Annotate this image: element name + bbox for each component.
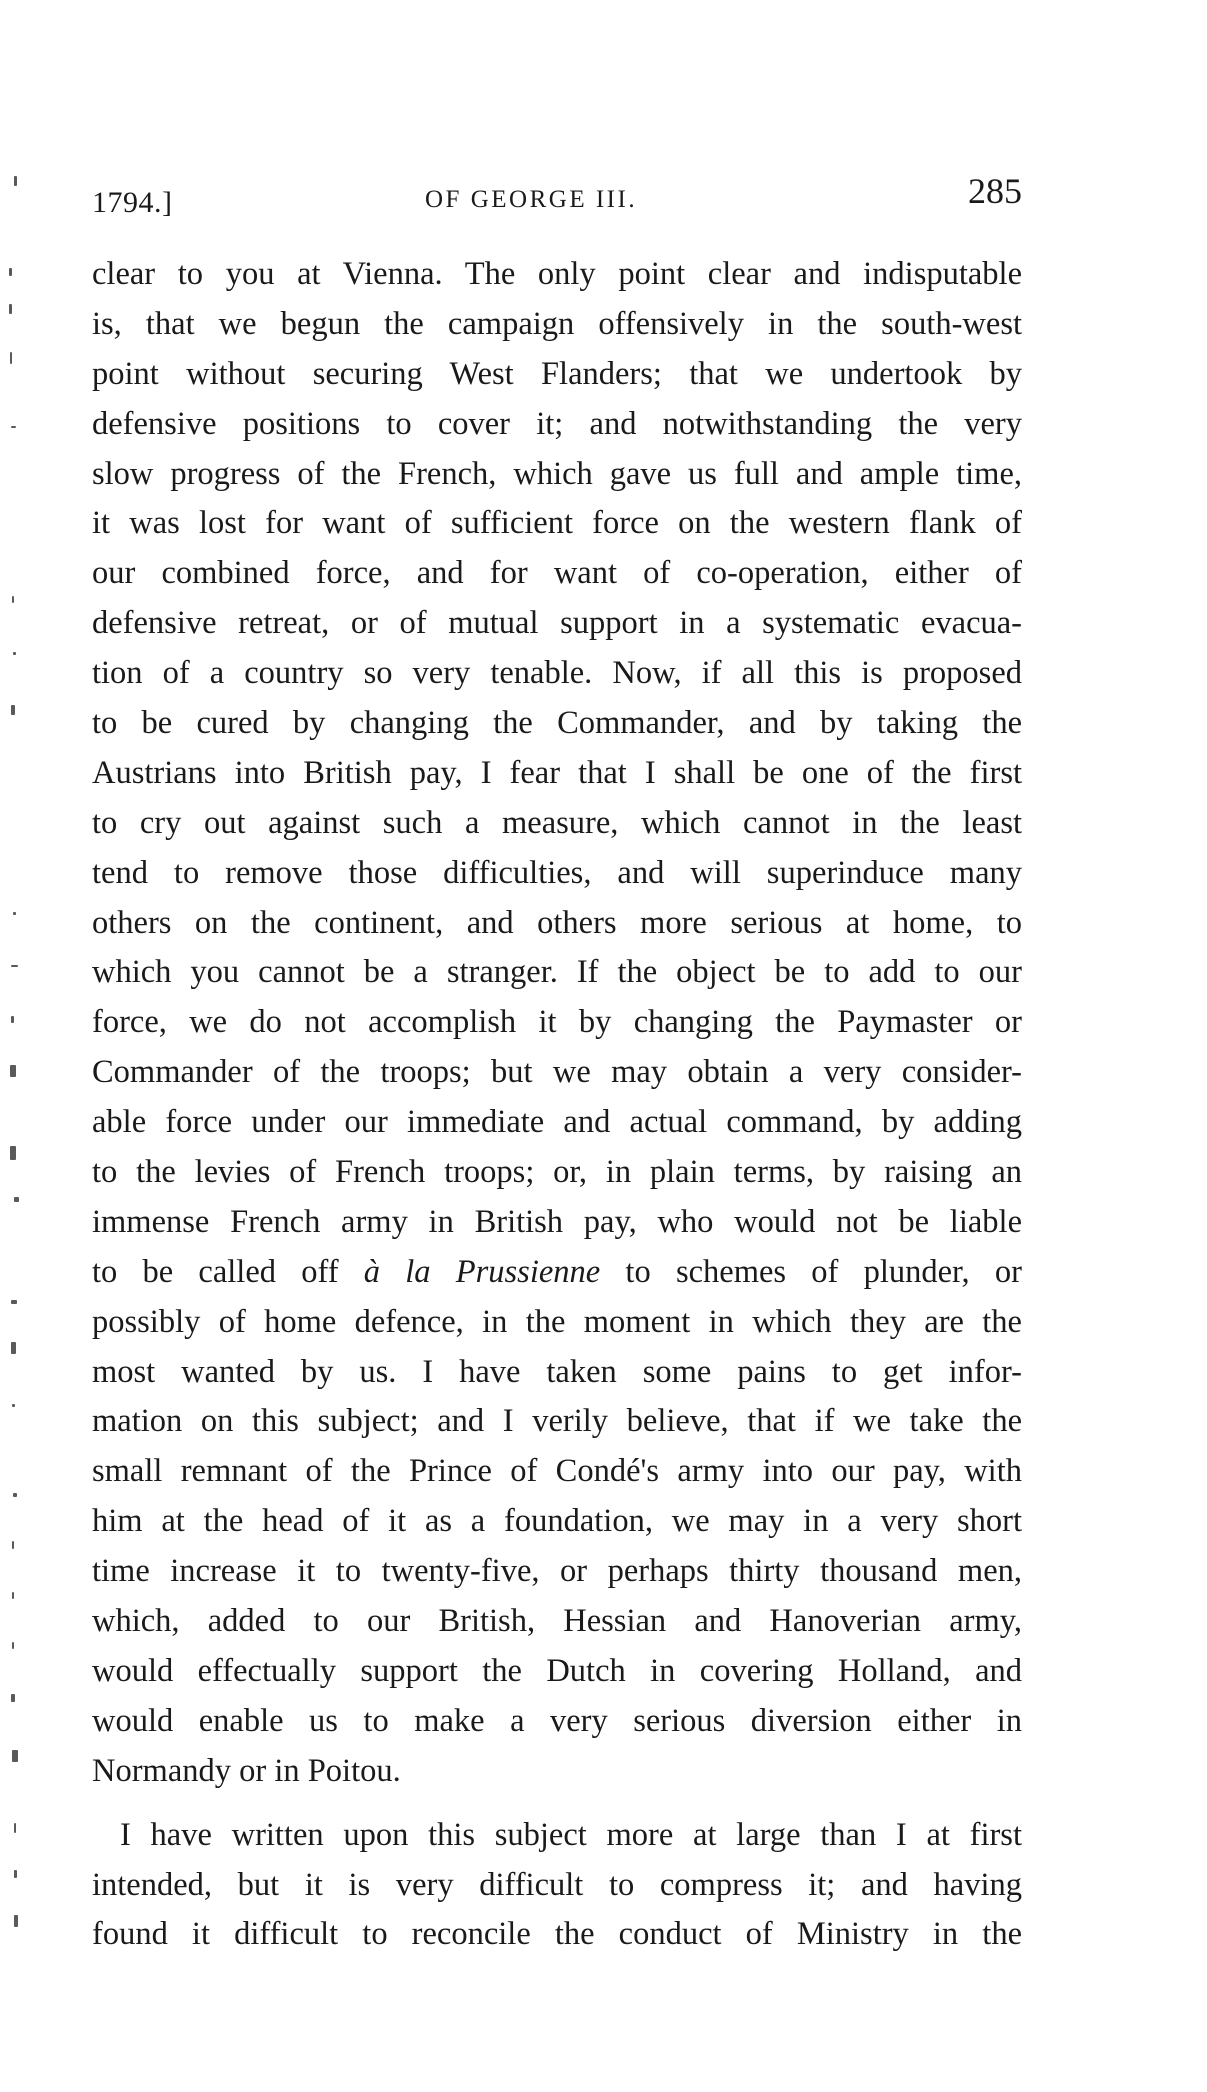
scan-mark xyxy=(12,1541,14,1549)
scan-mark xyxy=(9,268,12,276)
text-line: which, added to our British, Hessian and Hanoverian army, xyxy=(92,1603,1022,1640)
left-margin-scan-marks xyxy=(0,0,60,2092)
body-text xyxy=(92,250,1022,1960)
paragraph xyxy=(92,1811,1022,1961)
scan-mark xyxy=(10,1146,16,1160)
text-line: our combined force, and for want of co-operation, either of xyxy=(92,555,1022,592)
text-line: possibly of home defence, in the moment in which they are the xyxy=(92,1303,1022,1340)
text-line: found it difficult to reconcile the conduct of Ministry in the xyxy=(92,1916,1022,1953)
text-line: it was lost for want of sufficient force on the western flank of xyxy=(92,505,1022,542)
text-line: Normandy or in Poitou. xyxy=(92,1752,401,1789)
text-line: to be cured by changing the Commander, and by taking the xyxy=(92,705,1022,742)
text-line: time increase it to twenty-five, or perhaps thirty thousand men, xyxy=(92,1553,1022,1590)
text-line: point without securing West Flanders; that we undertook by xyxy=(92,355,1022,392)
text-line: to cry out against such a measure, which cannot in the least xyxy=(92,804,1022,841)
text-line: immense French army in British pay, who would not be liable xyxy=(92,1203,1022,1240)
text-line: which you cannot be a stranger. If the object be to add to our xyxy=(92,954,1022,991)
scan-mark xyxy=(14,1197,19,1202)
text-line: force, we do not accomplish it by changing the Paymaster or xyxy=(92,1004,1022,1041)
paragraph xyxy=(92,250,1022,1797)
text-line: intended, but it is very difficult to compress it; and having xyxy=(92,1866,1022,1903)
text-line: defensive retreat, or of mutual support in a systematic evacua- xyxy=(92,605,1022,642)
scan-mark xyxy=(14,176,17,186)
text-line: to be called off à la Prussienne to schemes of plunder, or xyxy=(92,1253,1022,1290)
scan-mark xyxy=(12,1592,14,1599)
text-line: Commander of the troops; but we may obtain a very consider- xyxy=(92,1054,1022,1091)
scan-mark xyxy=(13,1493,17,1497)
text-line: most wanted by us. I have taken some pains to get infor- xyxy=(92,1353,1022,1390)
page-number: 285 xyxy=(968,171,1022,211)
text-line: is, that we begun the campaign offensively in the south-west xyxy=(92,305,1022,342)
scan-mark xyxy=(11,1694,15,1702)
text-line: mation on this subject; and I verily believe, that if we take the xyxy=(92,1403,1022,1440)
scan-mark xyxy=(10,1065,16,1077)
scan-mark xyxy=(10,352,12,364)
text-line: I have written upon this subject more at large than I at first xyxy=(120,1816,1022,1853)
scan-mark xyxy=(11,426,16,428)
scan-mark xyxy=(13,912,16,915)
scan-mark xyxy=(13,652,16,655)
scan-mark xyxy=(11,705,15,715)
text-line: slow progress of the French, which gave us full and ample time, xyxy=(92,455,1022,492)
scan-mark xyxy=(12,1404,15,1407)
scan-mark xyxy=(14,1823,16,1833)
text-line: able force under our immediate and actual command, by adding xyxy=(92,1104,1022,1141)
text-line: would effectually support the Dutch in covering Holland, and xyxy=(92,1652,1022,1689)
scan-mark xyxy=(12,1642,14,1649)
text-line: would enable us to make a very serious diversion either in xyxy=(92,1702,1022,1739)
text-line: small remnant of the Prince of Condé's army into our pay, with xyxy=(92,1453,1022,1490)
text-line: clear to you at Vienna. The only point clear and indisputable xyxy=(92,256,1022,292)
scan-mark xyxy=(14,1870,17,1878)
running-header xyxy=(90,170,1020,220)
scan-mark xyxy=(11,965,18,967)
scan-mark xyxy=(12,1750,18,1762)
text-line: defensive positions to cover it; and notwithstanding the very xyxy=(92,405,1022,442)
text-line: tend to remove those difficulties, and will superinduce many xyxy=(92,854,1022,891)
paragraph-gap xyxy=(92,1797,1022,1811)
text-line: tion of a country so very tenable. Now, if all this is proposed xyxy=(92,655,1022,692)
scan-mark xyxy=(11,1016,14,1023)
text-line: others on the continent, and others more serious at home, to xyxy=(92,904,1022,941)
header-year: 1794.] xyxy=(92,186,173,219)
text-line: him at the head of it as a foundation, we may in a very short xyxy=(92,1503,1022,1540)
italic-phrase: à la Prussienne xyxy=(363,1253,601,1290)
scan-mark xyxy=(14,1915,18,1927)
scan-mark xyxy=(11,1342,16,1354)
text-line: to the levies of French troops; or, in plain terms, by raising an xyxy=(92,1154,1022,1191)
scan-mark xyxy=(11,1300,17,1304)
scan-mark xyxy=(12,596,14,603)
running-title: OF GEORGE III. xyxy=(425,186,638,213)
scan-mark xyxy=(9,304,12,314)
text-line: Austrians into British pay, I fear that I shall be one of the first xyxy=(92,754,1022,791)
